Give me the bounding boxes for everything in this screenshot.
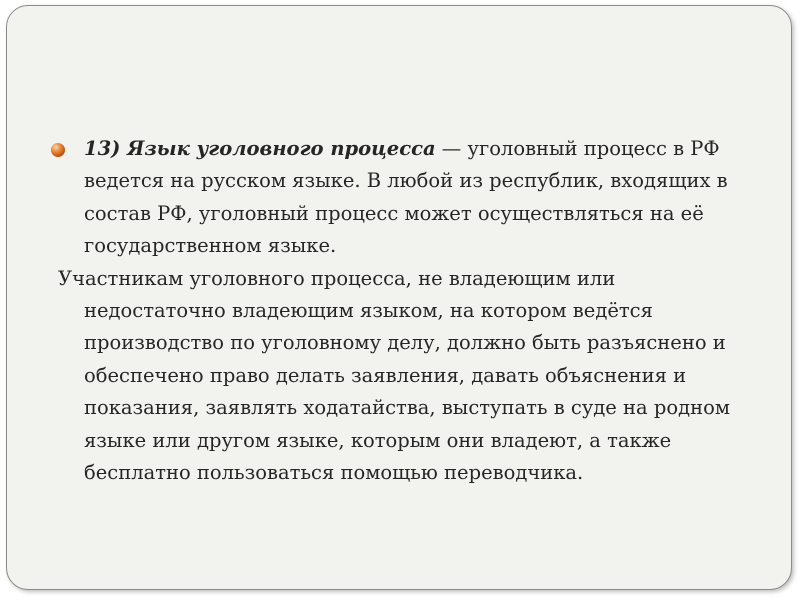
orange-ball-bullet-icon xyxy=(50,142,66,158)
paragraph-2: Участникам уголовного процесса, не владеющим или недостаточно владеющим языком, на котором ведётся производство по уголовному делу, должно быть разъяснено и обеспечено право делать заявления, давать объяснения и показания, заявлять ходатайства, выступать в суде на родном языке или другом языке, которым они владеют, а также бесплатно пользоваться помощью переводчика. xyxy=(58,266,731,485)
paragraph-1-lead: 13) Язык уголовного процесса xyxy=(84,137,436,160)
slide-content xyxy=(50,133,740,489)
paragraph-1 xyxy=(50,133,740,263)
paragraph-1-text: — уголовный процесс в РФ ведется на русском языке. В любой из республик, входящих в состав РФ, уголовный процесс может осуществляться на её государственном языке. xyxy=(84,137,728,258)
